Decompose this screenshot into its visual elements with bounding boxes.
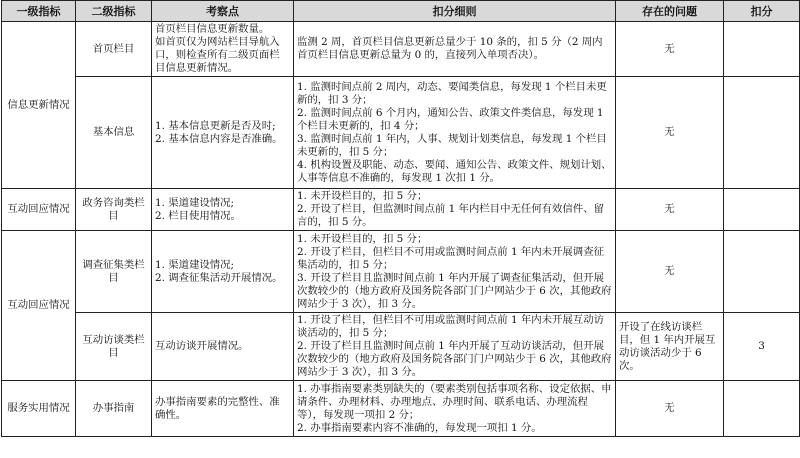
header-problem: 存在的问题 [616, 1, 724, 22]
rule-line: 4. 机构设置及职能、动态、要闻、通知公告、政策文件、规划计划、人事等信息不准确的，每发现 1 次扣 1 分。 [297, 158, 612, 184]
rule-line: 2. 开设了栏目，但栏目不可用或监测时间点前 1 年内未开展调查征集活动的，扣 5 分； [297, 245, 604, 271]
points-cell [152, 381, 294, 437]
header-rules: 扣分细则 [294, 1, 616, 22]
scoring-table [1, 0, 800, 437]
rule-line: 1. 未开设栏目的，扣 5 分； [297, 232, 428, 245]
table-row [2, 231, 800, 313]
table-row [2, 77, 800, 189]
rules-cell [294, 22, 616, 77]
level2-cell: 政务咨询类栏目 [76, 189, 152, 231]
rule-line: 1. 办事指南要素类别缺失的（要素类别包括事项名称、设定依据、申请条件、办理材料、办理地点、办理时间、联系电话、办理流程等），每发现一项扣 2 分； [297, 382, 612, 421]
table-row [2, 22, 800, 77]
point-line: 办事指南要素的完整性、准确性。 [155, 395, 280, 421]
problem-cell: 无 [616, 231, 724, 313]
point-line: 1. 渠道建设情况; [155, 196, 235, 209]
level2-cell: 基本信息 [76, 77, 152, 189]
rule-line: 2. 监测时间点前 6 个月内，通知公告、政策文件类信息，每发现 1 个栏目未更新的，扣 4 分； [297, 106, 604, 132]
point-line: 1. 基本信息更新是否及时; [155, 119, 276, 132]
header-row [2, 1, 800, 22]
rules-cell [294, 77, 616, 189]
points-cell [152, 77, 294, 189]
rule-line: 3. 开设了栏目且监测时间点前 1 年内开展了调查征集活动，但开展次数较少的（地方政府及国务院各部门门户网站少于 6 次，其他政府网站少于 3 次），扣 3 分。 [297, 271, 612, 310]
rule-line: 2. 开设了栏目且监测时间点前 1 年内开展了互动访谈活动，但开展次数较少的（地方政府及国务院各部门门户网站少于 6 次，其他政府网站少于 3 次），扣 3 分。 [297, 340, 612, 378]
rules-cell [294, 189, 616, 231]
table-row [2, 381, 800, 437]
problem-cell: 无 [616, 189, 724, 231]
point-line: 互动访谈开展情况。 [155, 340, 249, 352]
point-line: 2. 栏目使用情况。 [155, 209, 241, 222]
rules-cell [294, 313, 616, 381]
point-line: 2. 基本信息内容是否准确。 [155, 132, 283, 145]
header-level2: 二级指标 [76, 1, 152, 22]
problem-cell: 无 [616, 381, 724, 437]
problem-cell: 无 [616, 22, 724, 77]
rule-line: 2. 开设了栏目，但监测时间点前 1 年内栏目中无任何有效信件、留言的，扣 5 分。 [297, 203, 604, 228]
point-line: 1. 渠道建设情况; [155, 258, 235, 271]
deduction-cell [724, 22, 800, 77]
deduction-cell [724, 77, 800, 189]
rule-line: 3. 监测时间点前 1 年内，人事、规划计划类信息，每发现 1 个栏目未更新的，扣 5 分； [297, 132, 607, 158]
table-row [2, 313, 800, 381]
rules-cell [294, 381, 616, 437]
rule-line: 监测 2 周，首页栏目信息更新总量少于 10 条的，扣 5 分（2 周内首页栏目信息更新总量为 0 的，直接列入单项否决）。 [297, 36, 603, 61]
deduction-cell [724, 381, 800, 437]
level1-cell: 服务实用情况 [2, 381, 76, 437]
point-line: 如首页仅为网站栏目导航入口，则检查所有二级页面栏目信息更新情况。 [155, 36, 280, 74]
point-line: 首页栏目信息更新数量。 [155, 23, 270, 35]
points-cell [152, 22, 294, 77]
level1-cell: 互动回应情况 [2, 189, 76, 231]
points-cell [152, 189, 294, 231]
level1-cell: 互动回应情况 [2, 231, 76, 381]
point-line: 2. 调查征集活动开展情况。 [155, 271, 283, 284]
problem-cell: 开设了在线访谈栏目，但 1 年内开展互动访谈活动少于 6 次。 [616, 313, 724, 381]
level2-cell: 首页栏目 [76, 22, 152, 77]
points-cell [152, 313, 294, 381]
deduction-cell [724, 231, 800, 313]
header-deduction: 扣分 [724, 1, 800, 22]
level2-cell: 互动访谈类栏目 [76, 313, 152, 381]
rule-line: 1. 未开设栏目的，扣 5 分； [297, 190, 428, 202]
points-cell [152, 231, 294, 313]
table-row [2, 189, 800, 231]
rules-cell [294, 231, 616, 313]
rule-line: 1. 监测时间点前 2 周内，动态、要闻类信息，每发现 1 个栏目未更新的，扣 3 分； [297, 80, 607, 106]
rule-line: 1. 开设了栏目，但栏目不可用或监测时间点前 1 年内未开展互动访谈活动的，扣 5 分； [297, 314, 604, 339]
level2-cell: 调查征集类栏目 [76, 231, 152, 313]
problem-cell: 无 [616, 77, 724, 189]
rule-line: 2. 办事指南要素内容不准确的，每发现一项扣 1 分。 [297, 421, 542, 434]
level2-cell: 办事指南 [76, 381, 152, 437]
deduction-cell [724, 189, 800, 231]
header-points: 考察点 [152, 1, 294, 22]
level1-cell: 信息更新情况 [2, 22, 76, 189]
header-level1: 一级指标 [2, 1, 76, 22]
deduction-cell: 3 [724, 313, 800, 381]
